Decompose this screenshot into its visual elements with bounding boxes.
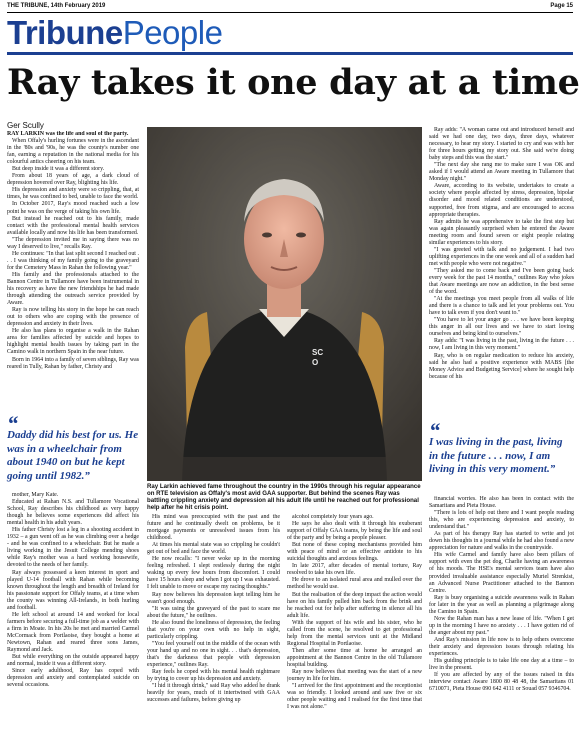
paragraph: financial worries. He also has been in contact with the Samaritans and Pieta House. [429, 496, 574, 510]
article-column-4a [429, 127, 574, 419]
publication-date: THE TRIBUNE, 14th February 2019 [7, 3, 106, 9]
paragraph: He drove to an isolated rural area and mulled over the method he would use. [287, 577, 422, 591]
paragraph: RAY LARKIN was the life and soul of the party. [7, 131, 129, 137]
pull-quote-1-text: Daddy did his best for us. He was in a wheelchair from about 1940 on but he kept going until 1982. [7, 429, 139, 482]
paragraph: mother, Mary Kate. [12, 492, 59, 498]
article-column-3 [287, 514, 422, 728]
paragraph: But deep inside it was a different story. [12, 166, 105, 173]
paragraph: Ray adds: "I was living in the past, living in the future . . . now, I am living in this very moment." [429, 338, 574, 352]
paragraph: Educated at Rahan N.S. and Tullamore Vocational School, Ray describes his childhood as very happy though he believes some experiences did affect his mental health in his adult years. [7, 499, 139, 527]
paragraph: Ray feels he coped with his mental health nightmare by trying to cover up his depression and anxiety. [147, 669, 280, 683]
paragraph: Since early adulthood, Ray has coped with depression and anxiety and contemplated suicide on several occasions. [7, 668, 139, 689]
paragraph: His wife Carmel and family have also been pillars of support with even the pet dog, Charlie having an awareness of his moods. The HSE's mental services team have also provided invaluable assistance especially Muriel Strenkist, an Advanced Nurse Practitioner attached to the Bannon Centre. [429, 552, 574, 594]
paragraph: He says he also dealt with it through his exuberant support of Offaly GAA teams, by being the life and soul of the party and by being a people pleaser. [287, 521, 422, 542]
quote-close-icon: ” [549, 463, 556, 475]
paragraph: "The next day she rang me to make sure I was OK and asked if I would attend an Aware meeting in Tullamore that Monday night." [429, 162, 574, 183]
pull-quote-1 [7, 411, 139, 483]
paragraph: Now the Rahan man has a new lease of life. "When I get up in the morning I have no anxiety . . . I have gotten rid of the anger about my past." [429, 615, 574, 636]
section-brand: Tribune [7, 14, 123, 51]
paragraph: Born in 1964 into a family of seven siblings, Ray was reared in Tully, Rahan by father, Christy and [7, 356, 139, 370]
paragraph: His mind was preoccupied with the past and the future and he continually dwelt on problems, be it mortgage payments or unresolved issues from his childhood. [147, 514, 280, 542]
paragraph: "They asked me to come back and I've been going back every week for the past 14 months," outlines Ray who jokes that Aware meetings are now an addiction, in the best sense of the word. [429, 267, 574, 296]
paragraph: His guiding principle is to take life one day at a time – to live in the present. [429, 658, 574, 672]
paragraph: "The depression invited me in saying there was no way I deserved to live," recalls Ray. [7, 236, 139, 250]
photo-caption: Ray Larkin achieved fame throughout the country in the 1990s through his regular appearance on RTE television as Offaly's most avid GAA supporter. But behind the scenes Ray was battling crippling anxiety and depression all his adult life until he reached out for professional help after he hit crisis point. [147, 483, 421, 512]
paragraph: alcohol completely four years ago. [292, 514, 374, 520]
article-column-2 [147, 514, 280, 728]
paragraph: "At the meetings you meet people from all walks of life and there is a chance to talk and let your problems out. You have to talk even if you don't want to." [429, 296, 574, 317]
paragraph: With the support of his wife and his sister, who he called from the scene, he resolved to get professional help from the mental services unit at the Midland Regional Hospital in Portlaoise. [287, 619, 422, 647]
header-rule [7, 12, 573, 13]
paragraph: Ray admits he was apprehensive to take the first step but was again pleasantly surprised when he entered the Aware meeting room and found seven or eight people relating similar experiences to his story. [429, 218, 574, 246]
paragraph: From about 18 years of age, a dark cloud of depression hovered over Ray, blighting his life. [7, 173, 139, 187]
article-column-4b [429, 496, 574, 728]
paragraph: But none of these coping mechanisms provided him with peace of mind or an effective antidote to his suicidal thoughts and anxious feelings. [287, 542, 422, 563]
paragraph: "You feel yourself out in the middle of the ocean with your hand up and no one in sight. . . that's depression, that's the darkness that people with depression experience," outlines Ray. [147, 640, 280, 668]
quote-mark-icon: “ [429, 418, 440, 443]
paragraph: Ray is busy organising a suicide awareness walk in Rahan for later in the year as well as planning a pilgrimage along the Camino in Spain. [429, 594, 574, 615]
article-photo [147, 127, 422, 481]
paragraph: He left school at around 14 and worked for local farmers before securing a full-time job as a welder with a firm in Moate. In his 20s he met and married Carmel McCormack from Portlaoise, they bought a home at Newtown, Rahan and reared three sons James, Raymond and Jack. [7, 611, 139, 654]
paragraph: But instead he reached out to his family, made contact with the professional mental health services available locally and now his life has been transformed. [7, 215, 139, 236]
paragraph: He also found the loneliness of depression, the feeling that you're on your own with no help in sight, particularly crippling. [147, 619, 280, 640]
paragraph: "I hid it through drink," said Ray who added he drank heavily for years, much of it intertwined with GAA successes and failures, before giving up [147, 683, 280, 704]
paragraph: As part of his therapy Ray has started to write and jot down his thoughts in a journal while he had also found a new appreciation for nature and walks in the countryside. [429, 531, 574, 552]
paragraph: "I was greeted with talk and no judgement. I had two uplifting experiences in the one week and all of a sudden had met with people who were not negative." [429, 246, 574, 267]
section-rule [7, 52, 573, 55]
pull-quote-2-text: I was living in the past, living in the future . . . now, I am living in this very moment. [429, 436, 563, 475]
paragraph: When Offaly's hurling fortunes were in the ascendant in the '80s and '90s, he was the county's number one fan, earning a reputation in the national media for his colourful antics cheering on his team. [7, 138, 139, 166]
paragraph: "There is lots of help out there and I want people reading this, who are experiencing depression and anxiety, to understand that." [429, 510, 574, 531]
paragraph: Ray, who is on regular medication to reduce his anxiety, said he also had a positive experience with MABS [the Money Advice and Budgeting Service] where he sought help because of his [429, 352, 574, 380]
article-column-1b [7, 492, 139, 728]
paragraph: If you are affected by any of the issues raised in this interview contact Aware 1800 80 48 48, the Samaritans 01 6710071, Pieta House 090 642 4111 or Souad 057 9346704. [429, 672, 574, 693]
paragraph: Ray now believes his depression kept telling him he wasn't good enough. [147, 591, 280, 605]
paragraph: He also has plans to organise a walk in the Rahan area for families affected by suicide and hopes to highlight mental health issues by taking part in the Camino walk in northern Spain in the near future. [7, 328, 139, 356]
page-header [7, 3, 573, 12]
paragraph: In late 2017, after decades of mental torture, Ray resolved to take his own life. [287, 563, 422, 577]
section-name: People [122, 14, 223, 51]
paragraph: He continues: "In that last split second I reached out . . . I was thinking of my family going to the graveyard for the Cemetery Mass in Rahan the following year." [7, 250, 139, 271]
paragraph: Aware, according to its website, undertakes to create a society where people affected by stress, depression, bipolar disorder and mood related conditions are understood, supported, free from stigma, and are encouraged to access appropriate therapies. [429, 183, 574, 218]
headline: Ray takes it one day at a time [7, 62, 580, 103]
paragraph: Ray is now telling his story in the hope he can reach out to others who are coping with the presence of depression and anxiety in their lives. [7, 307, 139, 328]
paragraph: Then after some time at home he arranged an appointment at the Bannon Centre in the old Tullamore hospital building. [287, 647, 422, 668]
article-column-1a [7, 131, 139, 414]
svg-text:SC: SC [312, 348, 324, 357]
paragraph: His father Christy lost a leg in a shooting accident in 1932 – a gun went off as he was climbing over a hedge - and he was confined to a wheelchair. But he made a living working in the Jesuit College mending shoes while Ray's mother was a hard working housewife, devoted to the needs of her family. [7, 527, 139, 569]
paragraph: Ray adds: "A woman came out and introduced herself and said we had one day, two days, three days, whatever necessary, to hear my story. I started to cry and was with her for three hours getting my story out. She said we're doing baby steps and this was the start." [429, 127, 574, 162]
svg-text:O: O [312, 358, 319, 367]
paragraph: Ray always possessed a keen interest in sport and played U-14 football with Rahan while becoming known throughout the length and breadth of Ireland for his passionate support for Offaly teams, at a time when the county was winning All-Irelands, in both hurling and football. [7, 569, 139, 611]
paragraph: In October 2017, Ray's mood reached such a low point he was on the verge of taking his own life. [7, 201, 139, 215]
paragraph: His family and the professionals attached to the Bannon Centre in Tullamore have been instrumental in his recovery as have the new friendships he had made through attending the outreach service provided by Aware. [7, 271, 139, 307]
paragraph: At times his mental state was so crippling he couldn't get out of bed and face the world. [147, 542, 280, 556]
paragraph: He now recalls: "I never woke up in the morning feeling refreshed. I slept restlessly during the night waking up every few hours from discomfort. I could have 15 hours sleep and when I got up I was exhausted. I felt unable to move or escape my racing thoughts." [147, 556, 280, 591]
paragraph: "It was using the graveyard of the past to scare me about the future," he outlines. [147, 605, 280, 619]
paragraph: "I arrived for the first appointment and the receptionist was so friendly. I looked around and saw five or six other people waiting and I realised for the first time that I was not alone." [287, 683, 422, 711]
portrait-photo [147, 127, 422, 481]
paragraph: But while everything on the outside appeared happy and normal, inside it was a different story. [7, 654, 139, 668]
byline: Ger Scully [7, 121, 44, 130]
quote-close-icon: ” [84, 469, 90, 482]
quote-mark-icon: “ [7, 411, 18, 436]
paragraph: "You have to let your anger go . . . we have been keeping this anger in all our lives and we have to start loving ourselves and being kind to ourselves." [429, 317, 574, 338]
pull-quote-2 [429, 418, 574, 477]
page-number: Page 15 [550, 3, 573, 9]
paragraph: His depression and anxiety were so crippling, that, at times, he was confined to bed, unable to face the world. [7, 187, 139, 201]
paragraph: But the realisation of the deep impact the action would have on his family pulled him back from the brink and he reached out for help after suffering in silence all his adult life. [287, 591, 422, 619]
section-title [7, 15, 222, 51]
paragraph: And Ray's mission in life now is to help others overcome their anxiety and depression issues through relating his experiences. [429, 636, 574, 658]
paragraph: Ray now believes that meeting was the start of a new journey in life for him. [287, 669, 422, 683]
